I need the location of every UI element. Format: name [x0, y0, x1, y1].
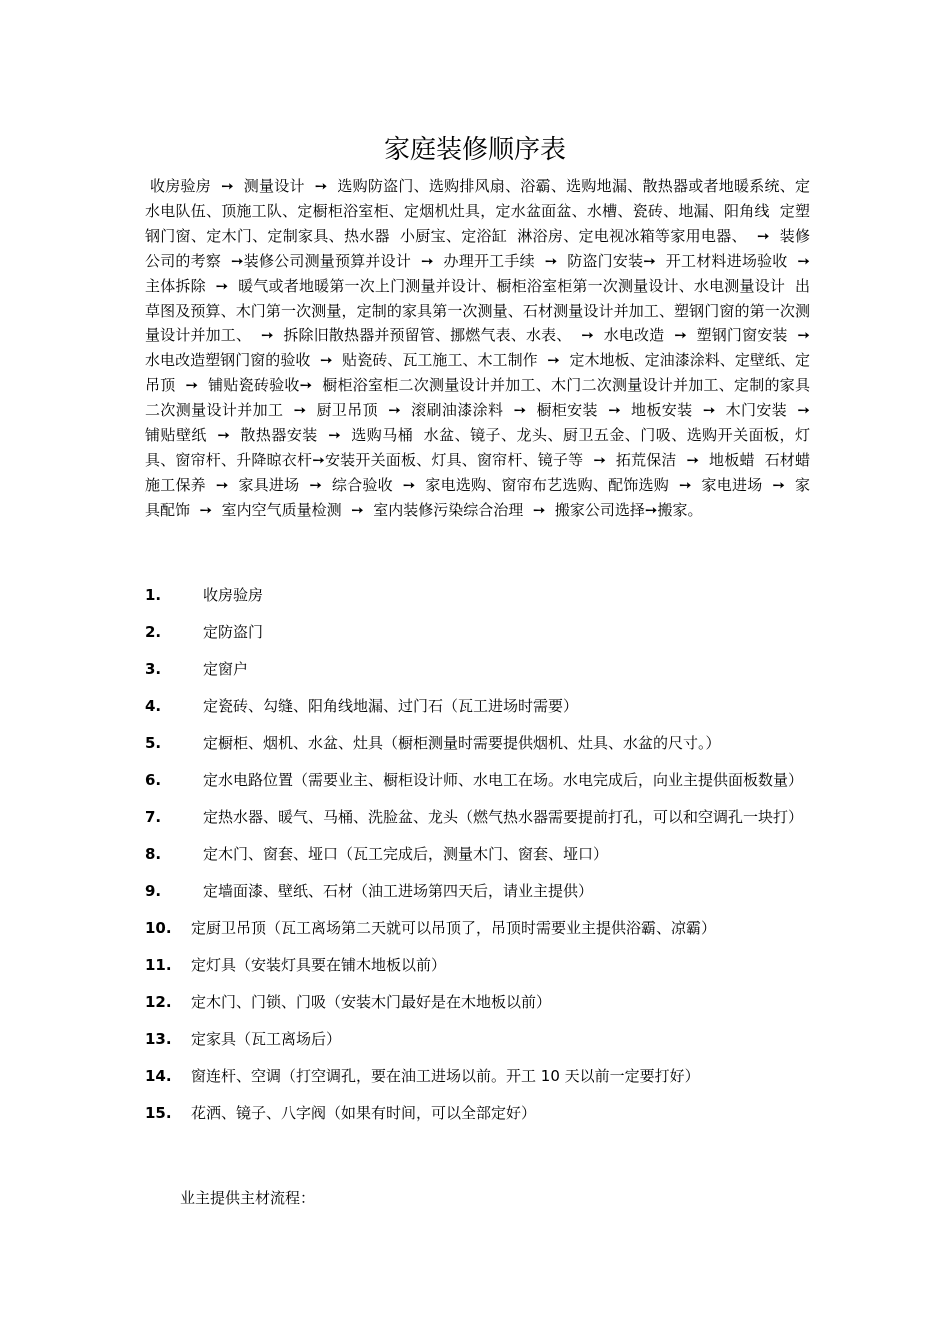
- list-item-number: 5.: [145, 734, 162, 752]
- list-item: [145, 620, 810, 645]
- list-item-number: 11.: [145, 956, 172, 974]
- list-item-text: 花洒、镜子、八字阀（如果有时间，可以全部定好）: [191, 1104, 537, 1122]
- list-item: [145, 916, 810, 941]
- list-item-text: 定防盗门: [203, 623, 264, 641]
- list-item-number: 9.: [145, 882, 162, 900]
- list-item-number: 6.: [145, 771, 162, 789]
- list-item-number: 12.: [145, 993, 172, 1011]
- list-item: [145, 583, 810, 608]
- list-item: [145, 953, 810, 978]
- list-item-text: 定窗户: [203, 660, 249, 678]
- list-item-text: 定家具（瓦工离场后）: [191, 1030, 342, 1048]
- list-item: [145, 842, 810, 867]
- list-item: [145, 657, 810, 682]
- list-item-number: 2.: [145, 623, 162, 641]
- list-item-number: 1.: [145, 586, 162, 604]
- numbered-list: [145, 583, 810, 1138]
- list-item-text: 定灯具（安装灯具要在铺木地板以前）: [191, 956, 447, 974]
- list-item-number: 14.: [145, 1067, 172, 1085]
- list-item: [145, 1064, 810, 1089]
- list-item-text: 定木门、窗套、垭口（瓦工完成后，测量木门、窗套、垭口）: [203, 845, 609, 863]
- list-item-text: 定橱柜、烟机、水盆、灶具（橱柜测量时需要提供烟机、灶具、水盆的尺寸。）: [203, 734, 721, 752]
- page-title: 家庭装修顺序表: [383, 135, 566, 165]
- list-item-text: 定木门、门锁、门吸（安装木门最好是在木地板以前）: [191, 993, 552, 1011]
- list-item-number: 8.: [145, 845, 162, 863]
- list-item-text: 定水电路位置（需要业主、橱柜设计师、水电工在场。水电完成后，向业主提供面板数量）: [203, 771, 804, 789]
- list-item-number: 4.: [145, 697, 162, 715]
- list-item: [145, 694, 810, 719]
- list-item: [145, 879, 810, 904]
- list-item-text: 收房验房: [203, 586, 264, 604]
- list-item-text: 定热水器、暖气、马桶、洗脸盆、龙头（燃气热水器需要提前打孔，可以和空调孔一块打）: [203, 808, 804, 826]
- list-item: [145, 768, 810, 793]
- list-item-text: 定厨卫吊顶（瓦工离场第二天就可以吊顶了，吊顶时需要业主提供浴霸、凉霸）: [191, 919, 717, 937]
- list-item: [145, 731, 810, 756]
- list-item-number: 15.: [145, 1104, 172, 1122]
- list-item: [145, 1027, 810, 1052]
- list-item: [145, 805, 810, 830]
- list-item-text: 定瓷砖、勾缝、阳角线地漏、过门石（瓦工进场时需要）: [203, 697, 579, 715]
- list-item-number: 10.: [145, 919, 172, 937]
- list-item: [145, 990, 810, 1015]
- list-item: [145, 1101, 810, 1126]
- list-item-text: 定墙面漆、壁纸、石材（油工进场第四天后，请业主提供）: [203, 882, 594, 900]
- list-item-text: 窗连杆、空调（打空调孔，要在油工进场以前。开工 10 天以前一定要打好）: [191, 1067, 700, 1085]
- intro-paragraph: 收房验房 ➙ 测量设计 ➙ 选购防盗门、选购排风扇、浴霸、选购地漏、散热器或者地暖系统、定水电队伍、顶施工队、定橱柜浴室柜、定烟机灶具，定水盆面盆、水槽、瓷砖、地漏、阳角线 定塑钢门窗、定木门、定制家具、热水器 小厨宝、定浴缸 淋浴房、定电视冰箱等家用电器、 ➙ 装修公司的考察 ➙装修公司测量预算并设计 ➙ 办理开工手续 ➙ 防盗门安装➙ 开工材料进场验收 ➙ 主体拆除 ➙ 暖气或者地暖第一次上门测量并设计、橱柜浴室柜第一次测量设计、水电测量设计 出草图及预算、木门第一次测量，定制的家具第一次测量、石材测量设计并加工、塑钢门窗的第一次测量设计并加工、 ➙ 拆除旧散热器并预留管、挪燃气表、水表、 ➙ 水电改造 ➙ 塑钢门窗安装 ➙ 水电改造塑钢门窗的验收 ➙ 贴瓷砖、瓦工施工、木工制作 ➙ 定木地板、定油漆涂料、定壁纸、定吊顶 ➙ 铺贴瓷砖验收➙ 橱柜浴室柜二次测量设计并加工、木门二次测量设计并加工、定制的家具二次测量设计并加工 ➙ 厨卫吊顶 ➙ 滚刷油漆涂料 ➙ 橱柜安装 ➙ 地板安装 ➙ 木门安装 ➙ 铺贴壁纸 ➙ 散热器安装 ➙ 选购马桶 水盆、镜子、龙头、厨卫五金、门吸、选购开关面板，灯具、窗帘杆、升降晾衣杆➙安装开关面板、灯具、窗帘杆、镜子等 ➙ 拓荒保洁 ➙ 地板蜡 石材蜡施工保养 ➙ 家具进场 ➙ 综合验收 ➙ 家电选购、窗帘布艺选购、配饰选购 ➙ 家电进场 ➙ 家具配饰 ➙ 室内空气质量检测 ➙ 室内装修污染综合治理 ➙ 搬家公司选择➙搬家。: [145, 177, 820, 519]
- owner-materials-heading: 业主提供主材流程：: [180, 1189, 316, 1207]
- list-item-number: 13.: [145, 1030, 172, 1048]
- list-item-number: 3.: [145, 660, 162, 678]
- list-item-number: 7.: [145, 808, 162, 826]
